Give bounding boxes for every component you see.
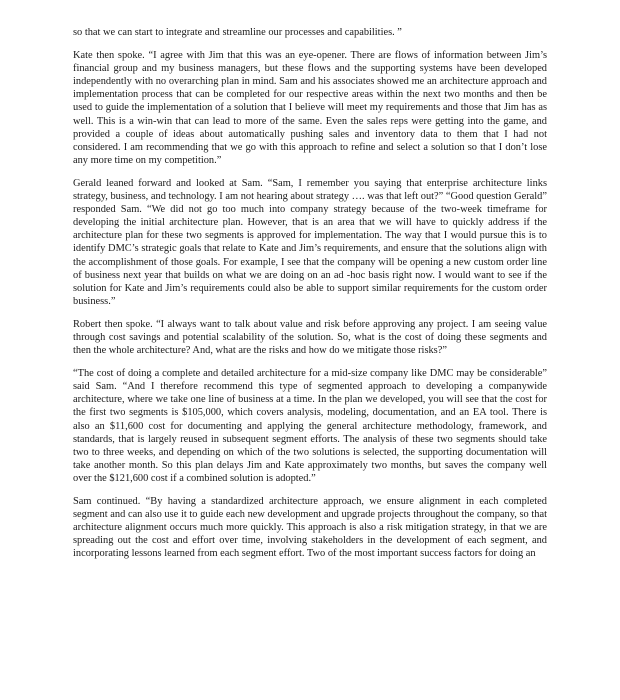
paragraph-kate: Kate then spoke. “I agree with Jim that this was an eye-opener. There are flows of information between Jim’s financial group and my business managers, but these flows and the supporting systems have been developed independently with no overarching plan in mind. Sam and his associates showed me an architecture approach and implementation process that can be completed for our respective areas within the next two months and then be used to guide the implementation of a solution that I believe will meet my requirements and those that Jim has as well. This is a win-win that can lead to more of the same. Even the sales reps were getting into the game, and provided a couple of ideas about automatically pushing sales and inventory data to them that I had not considered. I am recommending that we go with this approach to refine and select a solution so that I don’t lose any more time on my competition.” [73,50,547,166]
paragraph-sam-continued: Sam continued. “By having a standardized architecture approach, we ensure alignment in each completed segment and can also use it to guide each new development and upgrade projects throughout the company, so that architecture alignment occurs much more quickly. This approach is also a risk mitigation strategy, in that we are spreading out the cost and effort over time, involving stakeholders in the development of each segment, and incorporating lessons learned from each segment effort. Two of the most important success factors for doing an [73,496,547,560]
paragraph-gerald: Gerald leaned forward and looked at Sam. “Sam, I remember you saying that enterprise architecture links strategy, business, and technology. I am not hearing about strategy …. was that left out?” “Good question Gerald” responded Sam. “We did not go too much into company strategy because of the two-week timeframe for developing the initial architecture plan. However, that is an area that we will have to quickly address if the architecture plan for these two segments is approved for implementation. The way that I would pursue this is to identify DMC’s strategic goals that relate to Kate and Jim’s requirements, and ensure that the solutions align with the accomplishment of those goals. For example, I see that the company will be opening a new custom order line of business next year that builds on what we are doing on an ad -hoc basis right now. I would want to see if the solution for Kate and Jim’s requirements could also be able to support similar requirements for the custom order business.” [73,177,547,307]
document-page [73,26,547,570]
paragraph-cost: “The cost of doing a complete and detailed architecture for a mid-size company like DMC may be considerable” said Sam. “And I therefore recommend this type of segmented approach to developing a companywide architecture, where we take one line of business at a time. In the plan we developed, you will see that the cost for the first two segments is $105,000, which covers analysis, modeling, documentation, and an EA tool. There is also an $11,600 cost for documenting and applying the general architecture methodology, framework, and standards, that is largely reused in subsequent segment efforts. The analysis of these two segments should take two to three weeks, and depending on which of the two solutions is selected, the supporting documentation will take another month. So this plan delays Jim and Kate approximately two months, but saves the company well over the $121,600 cost if a combined solution is adopted.” [73,368,547,484]
paragraph-continuation: so that we can start to integrate and streamline our processes and capabilities. ” [73,27,402,38]
paragraph-robert: Robert then spoke. “I always want to talk about value and risk before approving any project. I am seeing value through cost savings and potential scalability of the solution. So, what is the cost of doing these segments and then the whole architecture? And, what are the risks and how do we mitigate those risks?” [73,318,547,357]
